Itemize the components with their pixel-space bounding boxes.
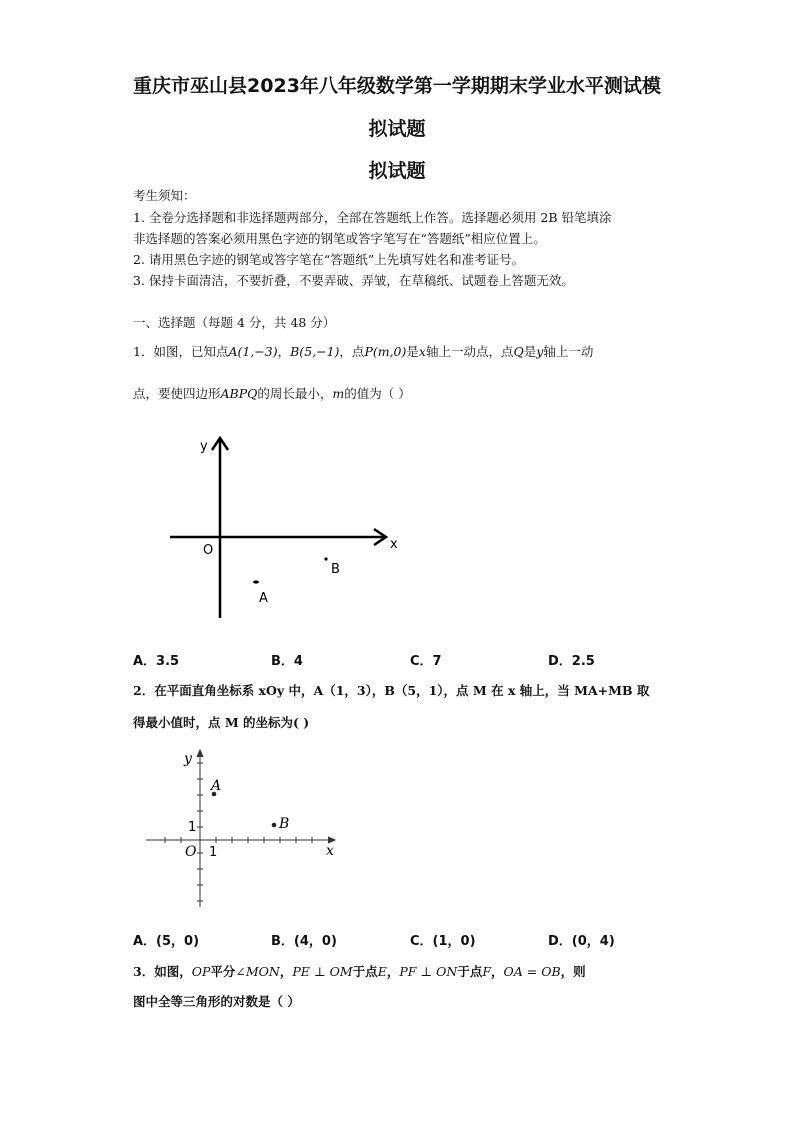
q1-a-label: A (259, 591, 268, 606)
section-heading: 一、选择题（每题 4 分，共 48 分） (133, 315, 336, 330)
q2-origin-label: O (185, 844, 197, 860)
q1-var-x: x (418, 344, 426, 359)
q2-option-b[interactable]: B．(4，0) (271, 934, 337, 949)
question-1-line1 (133, 342, 593, 360)
q2-option-d[interactable]: D．(0，4) (548, 934, 615, 949)
q1-text: 点，要使四边形 (133, 386, 221, 401)
q2-b-label: B (279, 816, 290, 832)
q3-op: OP (191, 964, 211, 979)
question-2-line1: 2．在平面直角坐标系 xOy 中，A（1，3），B（5，1），点 M 在 x 轴上，当 MA+MB 取 (133, 683, 650, 698)
q1-text: 轴上一动点，点 (425, 344, 514, 359)
q2-y-arrow (197, 750, 203, 757)
q1-var-y: y (536, 344, 544, 359)
q1-option-b[interactable]: B．4 (271, 654, 303, 669)
q1-quadrilateral: ABPQ (220, 386, 258, 401)
notice-heading: 考生须知： (133, 188, 196, 203)
q1-var-m: m (332, 386, 345, 401)
q1-option-d[interactable]: D．2.5 (548, 654, 595, 669)
notice-item-1-cont: 非选择题的答案必须用黑色字迹的钢笔或答字笔写在“答题纸”相应位置上。 (133, 231, 546, 246)
q1-text: 1．如图，已知点 (133, 344, 229, 359)
q3-oa-ob: OA = OB (503, 964, 561, 979)
q1-point-a: A(1,−3) (228, 344, 278, 359)
q3-text: ， (279, 964, 293, 979)
question-1-line2 (133, 384, 411, 402)
q3-text: 于点 (352, 964, 378, 979)
q2-tick-1-y: 1 (188, 820, 197, 835)
q1-y-label: y (200, 439, 208, 454)
q2-x-label: x (326, 843, 334, 859)
page-title: 重庆市巫山县2023年八年级数学第一学期期末学业水平测试模 (133, 75, 661, 97)
q2-a-label: A (211, 778, 222, 794)
q3-text: 于点 (457, 964, 483, 979)
q2-point-b-dot (272, 823, 277, 828)
q3-text: ， (386, 964, 400, 979)
page-title-line3: 拟试题 (368, 160, 426, 182)
notice-item-3: 3. 保持卡面清洁，不要折叠，不要弄破、弄皱，在草稿纸、试题卷上答题无效。 (133, 273, 574, 288)
q1-origin-label: O (203, 543, 214, 558)
q1-text: ，点 (339, 344, 365, 359)
notice-item-2: 2. 请用黑色字迹的钢笔或答字笔在“答题纸”上先填写姓名和准考证号。 (133, 252, 525, 267)
question-3-line2: 图中全等三角形的对数是（ ） (133, 994, 300, 1009)
q1-point-b-dot (324, 557, 327, 560)
q1-option-c[interactable]: C．7 (410, 654, 442, 669)
q1-text: ， (277, 344, 291, 359)
notice-item-1: 1. 全卷分选择题和非选择题两部分，全部在答题纸上作答。选择题必须用 2B 铅笔填涂 (133, 210, 612, 225)
q3-angle: ∠MON (235, 964, 280, 979)
q1-text: 的值为（ ） (344, 386, 411, 401)
q3-f: F (482, 964, 492, 979)
q1-option-a[interactable]: A．3.5 (133, 654, 180, 669)
q3-text: ， (491, 964, 504, 979)
q1-point-b: B(5,−1) (290, 344, 340, 359)
q1-b-label: B (331, 562, 340, 577)
q1-text: 的周长最小， (257, 386, 333, 401)
q1-point-p: P(m,0) (364, 344, 407, 359)
q3-text: 3．如图， (133, 964, 192, 979)
q1-text: 是 (523, 344, 537, 359)
q1-text: 是 (406, 344, 419, 359)
q3-pe: PE ⊥ OM (292, 964, 353, 979)
page-title-line2: 拟试题 (368, 118, 426, 140)
q2-option-c[interactable]: C．(1，0) (410, 934, 476, 949)
q2-tick-1-x: 1 (209, 845, 218, 860)
q1-point-a-dot (253, 580, 259, 583)
q3-text: 平分 (210, 964, 236, 979)
q3-e: E (377, 964, 387, 979)
q1-point-q: Q (513, 344, 524, 359)
q2-y-label: y (184, 751, 192, 767)
q2-option-a[interactable]: A．(5，0) (133, 934, 200, 949)
q1-x-label: x (390, 537, 398, 552)
q3-text: ，则 (560, 964, 586, 979)
question-2-line2: 得最小值时，点 M 的坐标为( ) (133, 715, 310, 730)
q2-figure (140, 745, 350, 915)
question-3-line1 (133, 962, 586, 980)
q3-pf: PF ⊥ ON (399, 964, 458, 979)
q1-figure (160, 430, 420, 630)
q1-text: 轴上一动 (543, 344, 594, 359)
